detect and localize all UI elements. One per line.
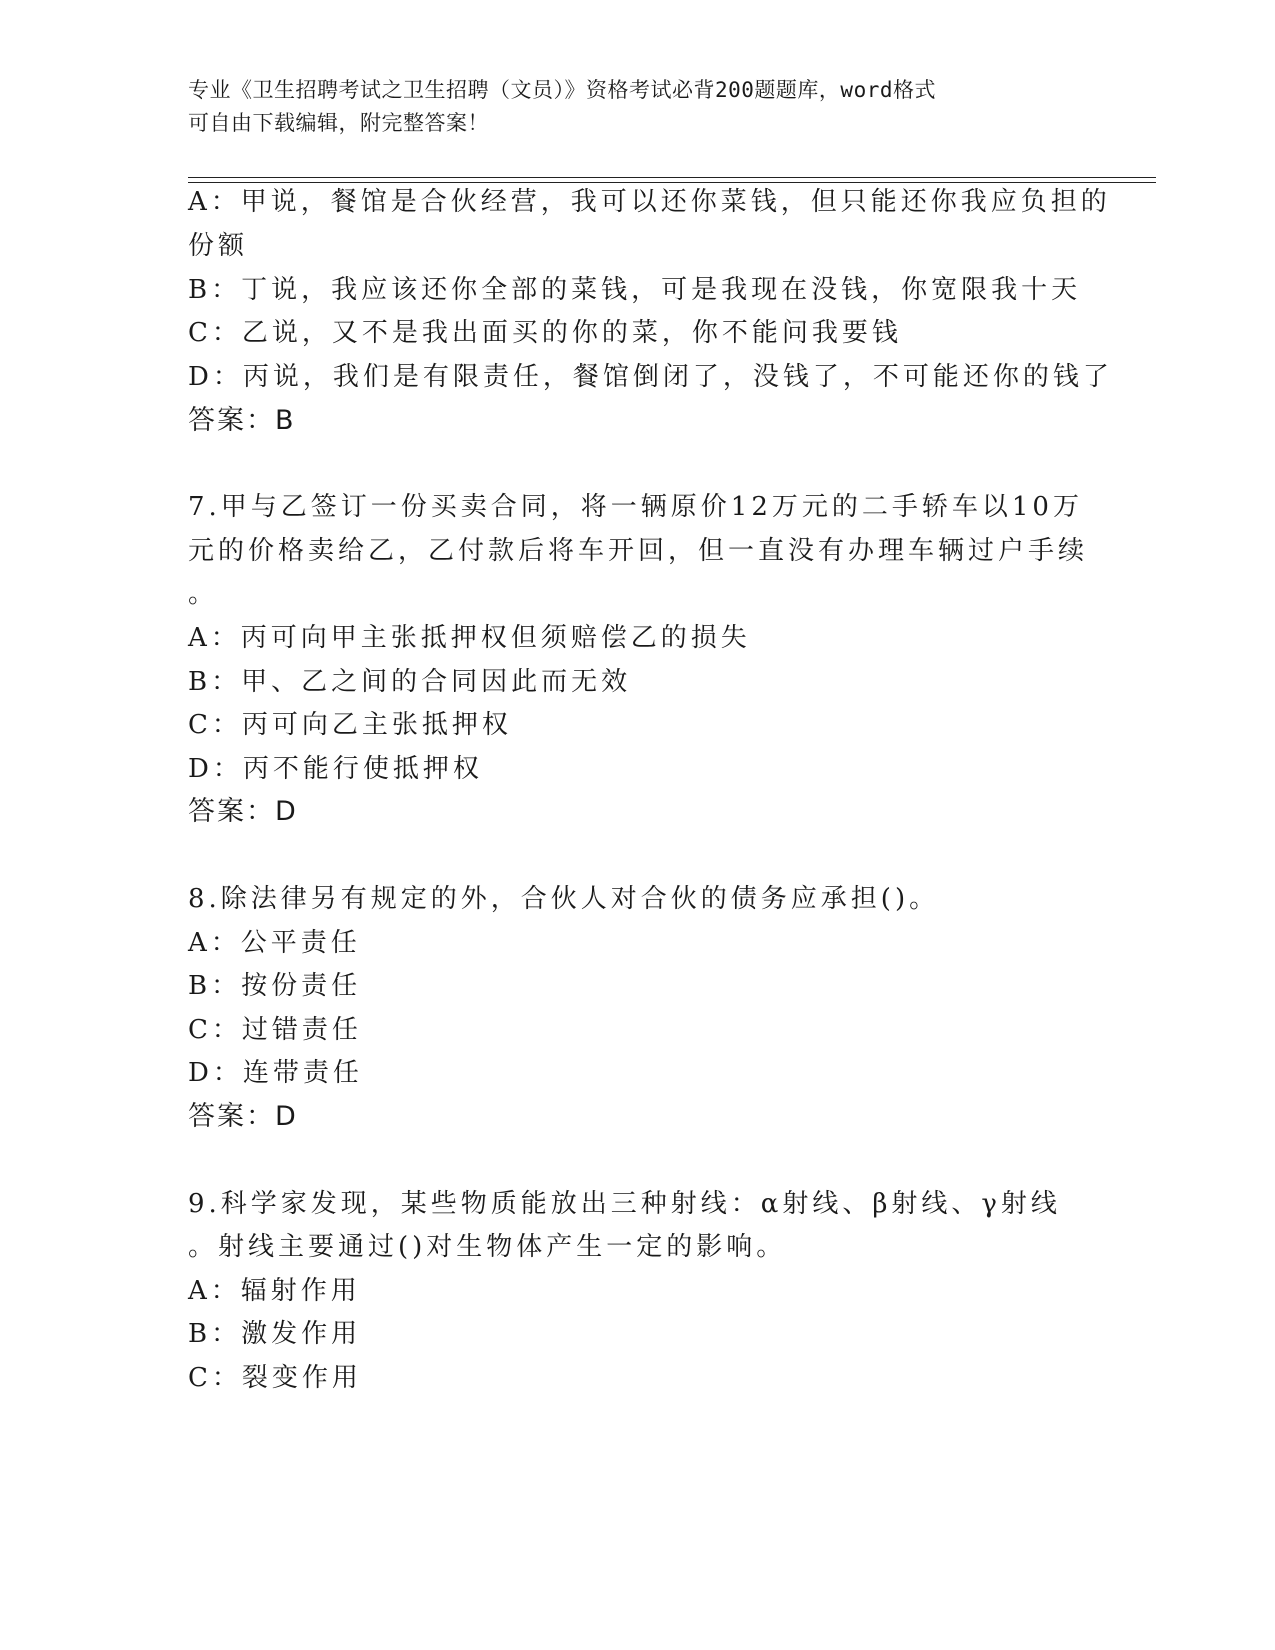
q9-option-c: C：裂变作用 [188,1363,362,1393]
header-divider-top [188,177,1156,178]
q7-answer: 答案：D [188,796,298,827]
q7-stem-line2: 元的价格卖给乙，乙付款后将车开回，但一直没有办理车辆过户手续 [188,536,1089,566]
q7-option-b: B：甲、乙之间的合同因此而无效 [188,667,632,697]
q9-option-b: B：激发作用 [188,1319,362,1349]
q8-option-a: A：公平责任 [188,928,361,958]
q6-option-b: B：丁说，我应该还你全部的菜钱，可是我现在没钱，你宽限我十天 [188,275,1082,305]
q7-stem-line1: 7.甲与乙签订一份买卖合同，将一辆原价12万元的二手轿车以10万 [188,492,1083,522]
q8-option-b: B：按份责任 [188,971,362,1001]
q7-option-a: A：丙可向甲主张抵押权但须赔偿乙的损失 [188,623,751,653]
q6-option-a-line2: 份额 [188,231,249,261]
q6-option-d: D：丙说，我们是有限责任，餐馆倒闭了，没钱了，不可能还你的钱了 [188,362,1113,392]
document-header [188,74,1068,140]
q8-answer: 答案：D [188,1101,298,1132]
q6-option-a-line1: A：甲说，餐馆是合伙经营，我可以还你菜钱，但只能还你我应负担的 [188,187,1111,217]
q6-option-c: C：乙说，又不是我出面买的你的菜，你不能问我要钱 [188,318,902,348]
q8-option-d: D：连带责任 [188,1058,363,1088]
q7-option-d: D：丙不能行使抵押权 [188,754,483,784]
q9-stem-line1: 9.科学家发现，某些物质能放出三种射线：α射线、β射线、γ射线 [188,1189,1061,1219]
q6-answer: 答案：B [188,405,296,436]
header-divider-bottom [188,182,1156,183]
q7-stem-line3: 。 [188,579,219,609]
q7-option-c: C：丙可向乙主张抵押权 [188,710,512,740]
q9-stem-line2: 。射线主要通过()对生物体产生一定的影响。 [188,1232,787,1262]
q8-stem: 8.除法律另有规定的外，合伙人对合伙的债务应承担()。 [188,884,940,914]
q9-option-a: A：辐射作用 [188,1276,361,1306]
q8-option-c: C：过错责任 [188,1015,362,1045]
header-line-2: 可自由下载编辑，附完整答案！ [188,111,489,135]
header-line-1: 专业《卫生招聘考试之卫生招聘（文员）》资格考试必背200题题库，word格式 [188,78,936,102]
